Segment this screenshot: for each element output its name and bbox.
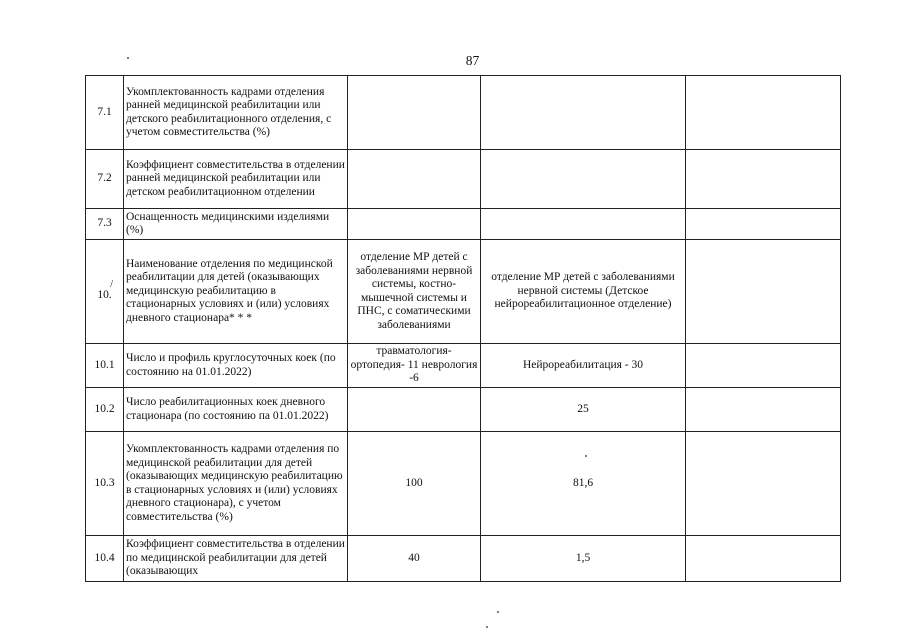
row-number: 7.3 <box>86 209 124 240</box>
row-indicator-name: Укомплектованность кадрами отделения ранней медицинской реабилитации или детского реабилитационного отделения, с учетом совместительства (%) <box>124 76 348 150</box>
row-value-col5 <box>686 344 841 388</box>
row-indicator-name: Число и профиль круглосуточных коек (по состоянию на 01.01.2022) <box>124 344 348 388</box>
row-number: 7.1 <box>86 76 124 150</box>
row-number: 10.2 <box>86 388 124 432</box>
row-value-col5 <box>686 432 841 536</box>
page-number: 87 <box>465 53 480 68</box>
row-value-col4: 81,6 <box>481 432 686 536</box>
table-row <box>86 432 841 536</box>
row-number: 7.2 <box>86 150 124 209</box>
row-value-col3: 40 <box>348 536 481 582</box>
indicators-table <box>85 75 841 582</box>
row-value-col4 <box>481 76 686 150</box>
table-row <box>86 209 841 240</box>
scan-speck <box>127 57 129 59</box>
row-number: 10.3 <box>86 432 124 536</box>
row-indicator-name: Коэффициент совместительства в отделении по медицинской реабилитации для детей (оказывающих <box>124 536 348 582</box>
scan-speck <box>497 611 499 613</box>
row-indicator-name: Число реабилитационных коек дневного стационара (по состоянию па 01.01.2022) <box>124 388 348 432</box>
row-value-col3: 100 <box>348 432 481 536</box>
row-value-col3 <box>348 150 481 209</box>
table-row <box>86 76 841 150</box>
row-value-col5 <box>686 388 841 432</box>
row-value-col4 <box>481 209 686 240</box>
row-number: 10.1 <box>86 344 124 388</box>
row-indicator-name: Оснащенность медицинскими изделиями (%) <box>124 209 348 240</box>
row-value-col4: 1,5 <box>481 536 686 582</box>
row-value-col3: отделение МР детей с заболеваниями нервной системы, костно-мышечной системы и ПНС, с соматическими заболеваниями <box>348 240 481 344</box>
table-row <box>86 344 841 388</box>
row-value-col3: травматология-ортопедия- 11 неврология -6 <box>348 344 481 388</box>
row-value-col3 <box>348 76 481 150</box>
table-row <box>86 150 841 209</box>
row-number: 10. <box>97 288 112 301</box>
row-value-col4: 25 <box>481 388 686 432</box>
row-indicator-name: Укомплектованность кадрами отделения по медицинской реабилитации для детей (оказывающих медицинскую реабилитацию в стационарных условиях и (или) условиях дневного стационара), с учетом совместительства (%) <box>124 432 348 536</box>
row-value-col5 <box>686 209 841 240</box>
row-value-col4: Нейрореабилитация - 30 <box>481 344 686 388</box>
row-indicator-name: Коэффициент совместительства в отделении ранней медицинской реабилитации или детском реабилитационном отделении <box>124 150 348 209</box>
row-number-cell <box>86 240 124 344</box>
table-row <box>86 388 841 432</box>
row-value-col4 <box>481 150 686 209</box>
pen-mark-icon: / <box>110 278 113 290</box>
scan-speck <box>486 626 488 628</box>
row-indicator-name: Наименование отделения по медицинской реабилитации для детей (оказывающих медицинскую реабилитацию в стационарных условиях и (или) условиях дневного стационара* * * <box>124 240 348 344</box>
row-number: 10.4 <box>86 536 124 582</box>
row-value-col3 <box>348 209 481 240</box>
scan-speck <box>585 455 587 457</box>
row-value-col5 <box>686 150 841 209</box>
table-row <box>86 240 841 344</box>
table-row <box>86 536 841 582</box>
row-value-col5 <box>686 240 841 344</box>
row-value-col4: отделение МР детей с заболеваниями нервной системы (Детское нейрореабилитационное отделение) <box>481 240 686 344</box>
row-value-col3 <box>348 388 481 432</box>
row-value-col5 <box>686 76 841 150</box>
row-value-col5 <box>686 536 841 582</box>
